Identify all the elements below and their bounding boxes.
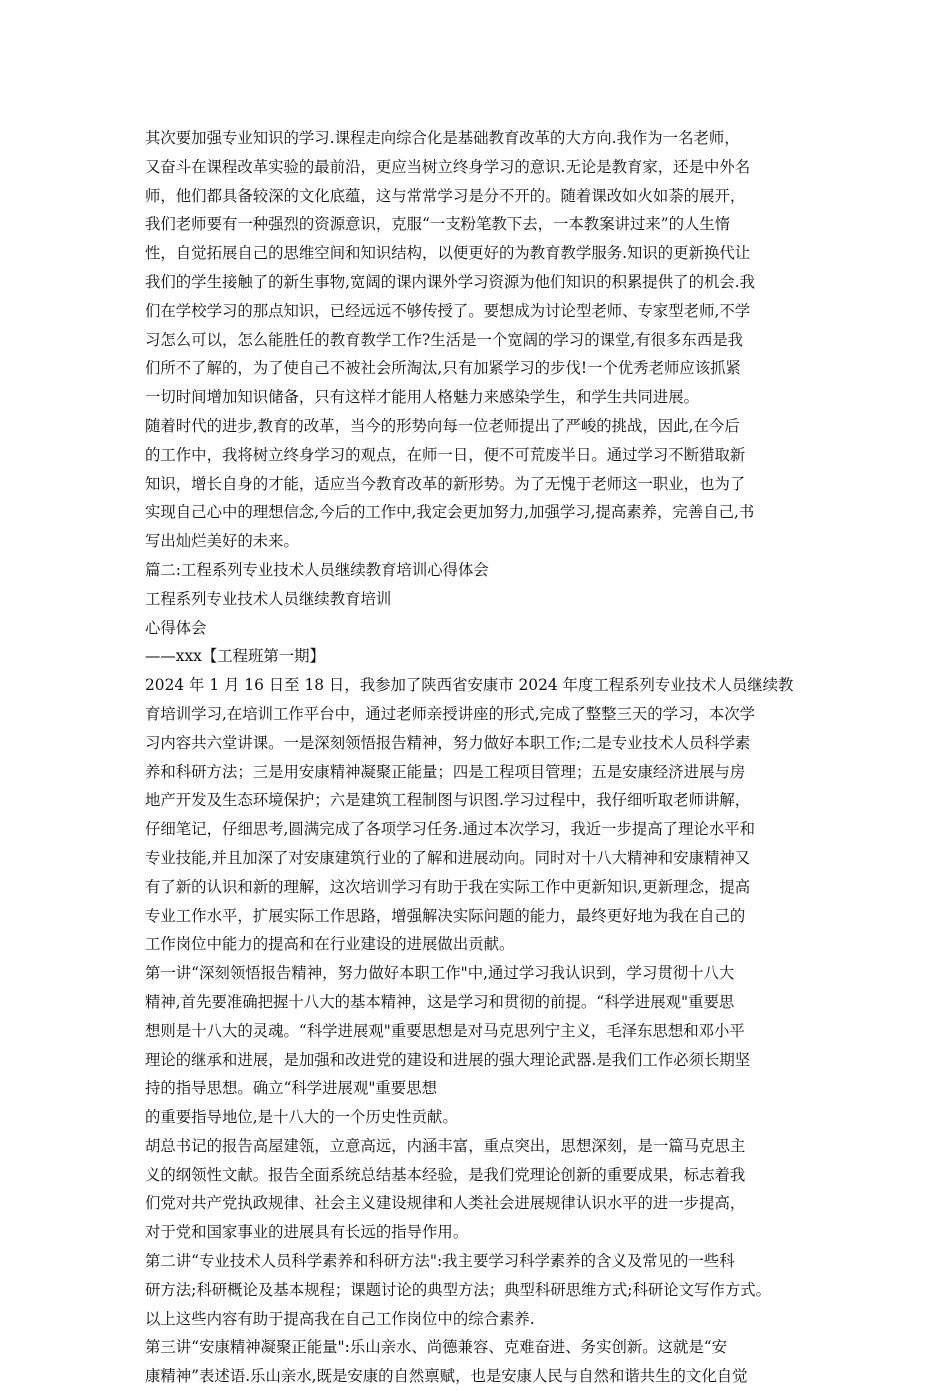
text-line: 康精神”表述语.乐山亲水,既是安康的自然禀赋，也是安康人民与自然和谐共生的文化自觉 <box>145 1367 748 1386</box>
text-line: 的工作中，我将树立终身学习的观点，在师一日，便不可荒废半日。通过学习不断猎取新 <box>145 445 746 464</box>
text-line: 第二讲“专业技术人员科学素养和科研方法":我主要学习科学素养的含义及常见的一些科 <box>145 1252 735 1271</box>
text-line: 实现自己心中的理想信念,今后的工作中,我定会更加努力,加强学习,提高素养，完善自己,书 <box>145 503 755 522</box>
paragraph-p11 <box>145 1247 820 1333</box>
text-line: 想则是十八大的灵魂。“科学进展观"重要思想是对马克思列宁主义，毛泽东思想和邓小平 <box>145 1021 745 1040</box>
text-line: 专业工作水平，扩展实际工作思路，增强解决实际问题的能力，最终更好地为我在自己的 <box>145 906 746 925</box>
text-line: 师，他们都具备较深的文化底蕴，这与常常学习是分不开的。随着课改如火如荼的展开， <box>145 186 746 205</box>
text-line: 精神,首先要准确把握十八大的基本精神，这是学习和贯彻的前提。“科学进展观"重要思 <box>145 992 735 1011</box>
text-line: 第三讲“安康精神凝聚正能量":乐山亲水、尚德兼容、克难奋进、务实创新。这就是“安 <box>145 1338 728 1357</box>
text-line: 我们老师要有一种强烈的资源意识，克服“一支粉笔教下去，一本教案讲过来”的人生惰 <box>145 215 731 234</box>
text-line: ——xxx【工程班第一期】 <box>145 647 325 666</box>
text-line: 们党对共产党执政规律、社会主义建设规律和人类社会进展规律认识水平的进一步提高， <box>145 1194 746 1213</box>
text-line: 养和科研方法；三是用安康精神凝聚正能量；四是工程项目管理；五是安康经济进展与房 <box>145 762 746 781</box>
paragraph-p6 <box>145 642 820 671</box>
paragraph-p3 <box>145 556 820 585</box>
text-line: 们在学校学习的那点知识，已经远远不够传授了。要想成为讨论型老师、专家型老师,不学 <box>145 301 751 320</box>
document-body <box>145 124 820 1391</box>
text-line: 持的指导思想。确立“科学进展观"重要思想 <box>145 1079 437 1098</box>
paragraph-p9 <box>145 1103 820 1132</box>
text-line: 随着时代的进步,教育的改革，当今的形势向每一位老师提出了严峻的挑战，因此,在今后 <box>145 416 740 435</box>
text-line: 工作岗位中能力的提高和在行业建设的进展做出贡献。 <box>145 935 515 954</box>
text-line: 们所不了解的，为了使自己不被社会所淘汰,只有加紧学习的步伐!一个优秀老师应该抓紧 <box>145 359 741 378</box>
paragraph-p4 <box>145 585 820 614</box>
text-line: 又奋斗在课程改革实验的最前沿，更应当树立终身学习的意识.无论是教育家，还是中外名 <box>145 157 751 176</box>
paragraph-p1 <box>145 124 820 412</box>
text-line: 专业技能,并且加深了对安康建筑行业的了解和进展动向。同时对十八大精神和安康精神又 <box>145 848 751 867</box>
text-line: 义的纲领性文献。报告全面系统总结基本经验，是我们党理论创新的重要成果，标志着我 <box>145 1165 746 1184</box>
text-line: 胡总书记的报告高屋建瓴，立意高远，内涵丰富，重点突出，思想深刻，是一篇马克思主 <box>145 1136 746 1155</box>
paragraph-p5 <box>145 614 820 643</box>
text-line: 有了新的认识和新的理解，这次培训学习有助于我在实际工作中更新知识,更新理念，提高 <box>145 877 751 896</box>
text-line: 习怎么可以，怎么能胜任的教育教学工作?生活是一个宽阔的学习的课堂,有很多东西是我 <box>145 330 743 349</box>
text-line: 育培训学习,在培训工作平台中，通过老师亲授讲座的形式,完成了整整三天的学习，本次学 <box>145 704 756 723</box>
text-line: 性，自觉拓展自己的思维空间和知识结构，以便更好的为教育教学服务.知识的更新换代让 <box>145 244 751 263</box>
text-line: 我们的学生接触了的新生事物,宽阔的课内课外学习资源为他们知识的积累提供了的机会.我 <box>145 272 756 291</box>
text-line: 研方法;科研概论及基本规程；课题讨论的典型方法；典型科研思维方式;科研论文写作方式。 <box>145 1280 771 1299</box>
text-line: 2024 年 1 月 16 日至 18 日，我参加了陕西省安康市 2024 年度工程系列专业技术人员继续教 <box>145 676 794 695</box>
paragraph-p10 <box>145 1132 820 1247</box>
text-line: 心得体会 <box>145 618 207 637</box>
text-line: 对于党和国家事业的进展具有长远的指导作用。 <box>145 1223 469 1242</box>
paragraph-p8 <box>145 959 820 1103</box>
text-line: 写出灿烂美好的未来。 <box>145 532 299 551</box>
text-line: 习内容共六堂讲课。一是深刻领悟报告精神，努力做好本职工作;二是专业技术人员科学素 <box>145 733 751 752</box>
text-line: 一切时间增加知识储备，只有这样才能用人格魅力来感染学生，和学生共同进展。 <box>145 388 700 407</box>
text-line: 知识，增长自身的才能，适应当今教育改革的新形势。为了无愧于老师这一职业，也为了 <box>145 474 746 493</box>
paragraph-p2 <box>145 412 820 556</box>
text-line: 第一讲“深刻领悟报告精神，努力做好本职工作"中,通过学习我认识到，学习贯彻十八大 <box>145 964 735 983</box>
text-line: 地产开发及生态环境保护；六是建筑工程制图与识图.学习过程中，我仔细听取老师讲解， <box>145 791 751 810</box>
text-line: 理论的继承和进展，是加强和改进党的建设和进展的强大理论武器.是我们工作必须长期坚 <box>145 1050 751 1069</box>
text-line: 以上这些内容有助于提高我在自己工作岗位中的综合素养. <box>145 1309 535 1328</box>
text-line: 的重要指导地位,是十八大的一个历史性贡献。 <box>145 1108 458 1127</box>
text-line: 篇二:工程系列专业技术人员继续教育培训心得体会 <box>145 560 489 579</box>
text-line: 仔细笔记，仔细思考,圆满完成了各项学习任务.通过本次学习，我近一步提高了理论水平和 <box>145 820 756 839</box>
paragraph-p12 <box>145 1333 820 1391</box>
paragraph-p7 <box>145 671 820 959</box>
text-line: 工程系列专业技术人员继续教育培训 <box>145 589 392 608</box>
text-line: 其次要加强专业知识的学习.课程走向综合化是基础教育改革的大方向.我作为一名老师， <box>145 129 740 147</box>
